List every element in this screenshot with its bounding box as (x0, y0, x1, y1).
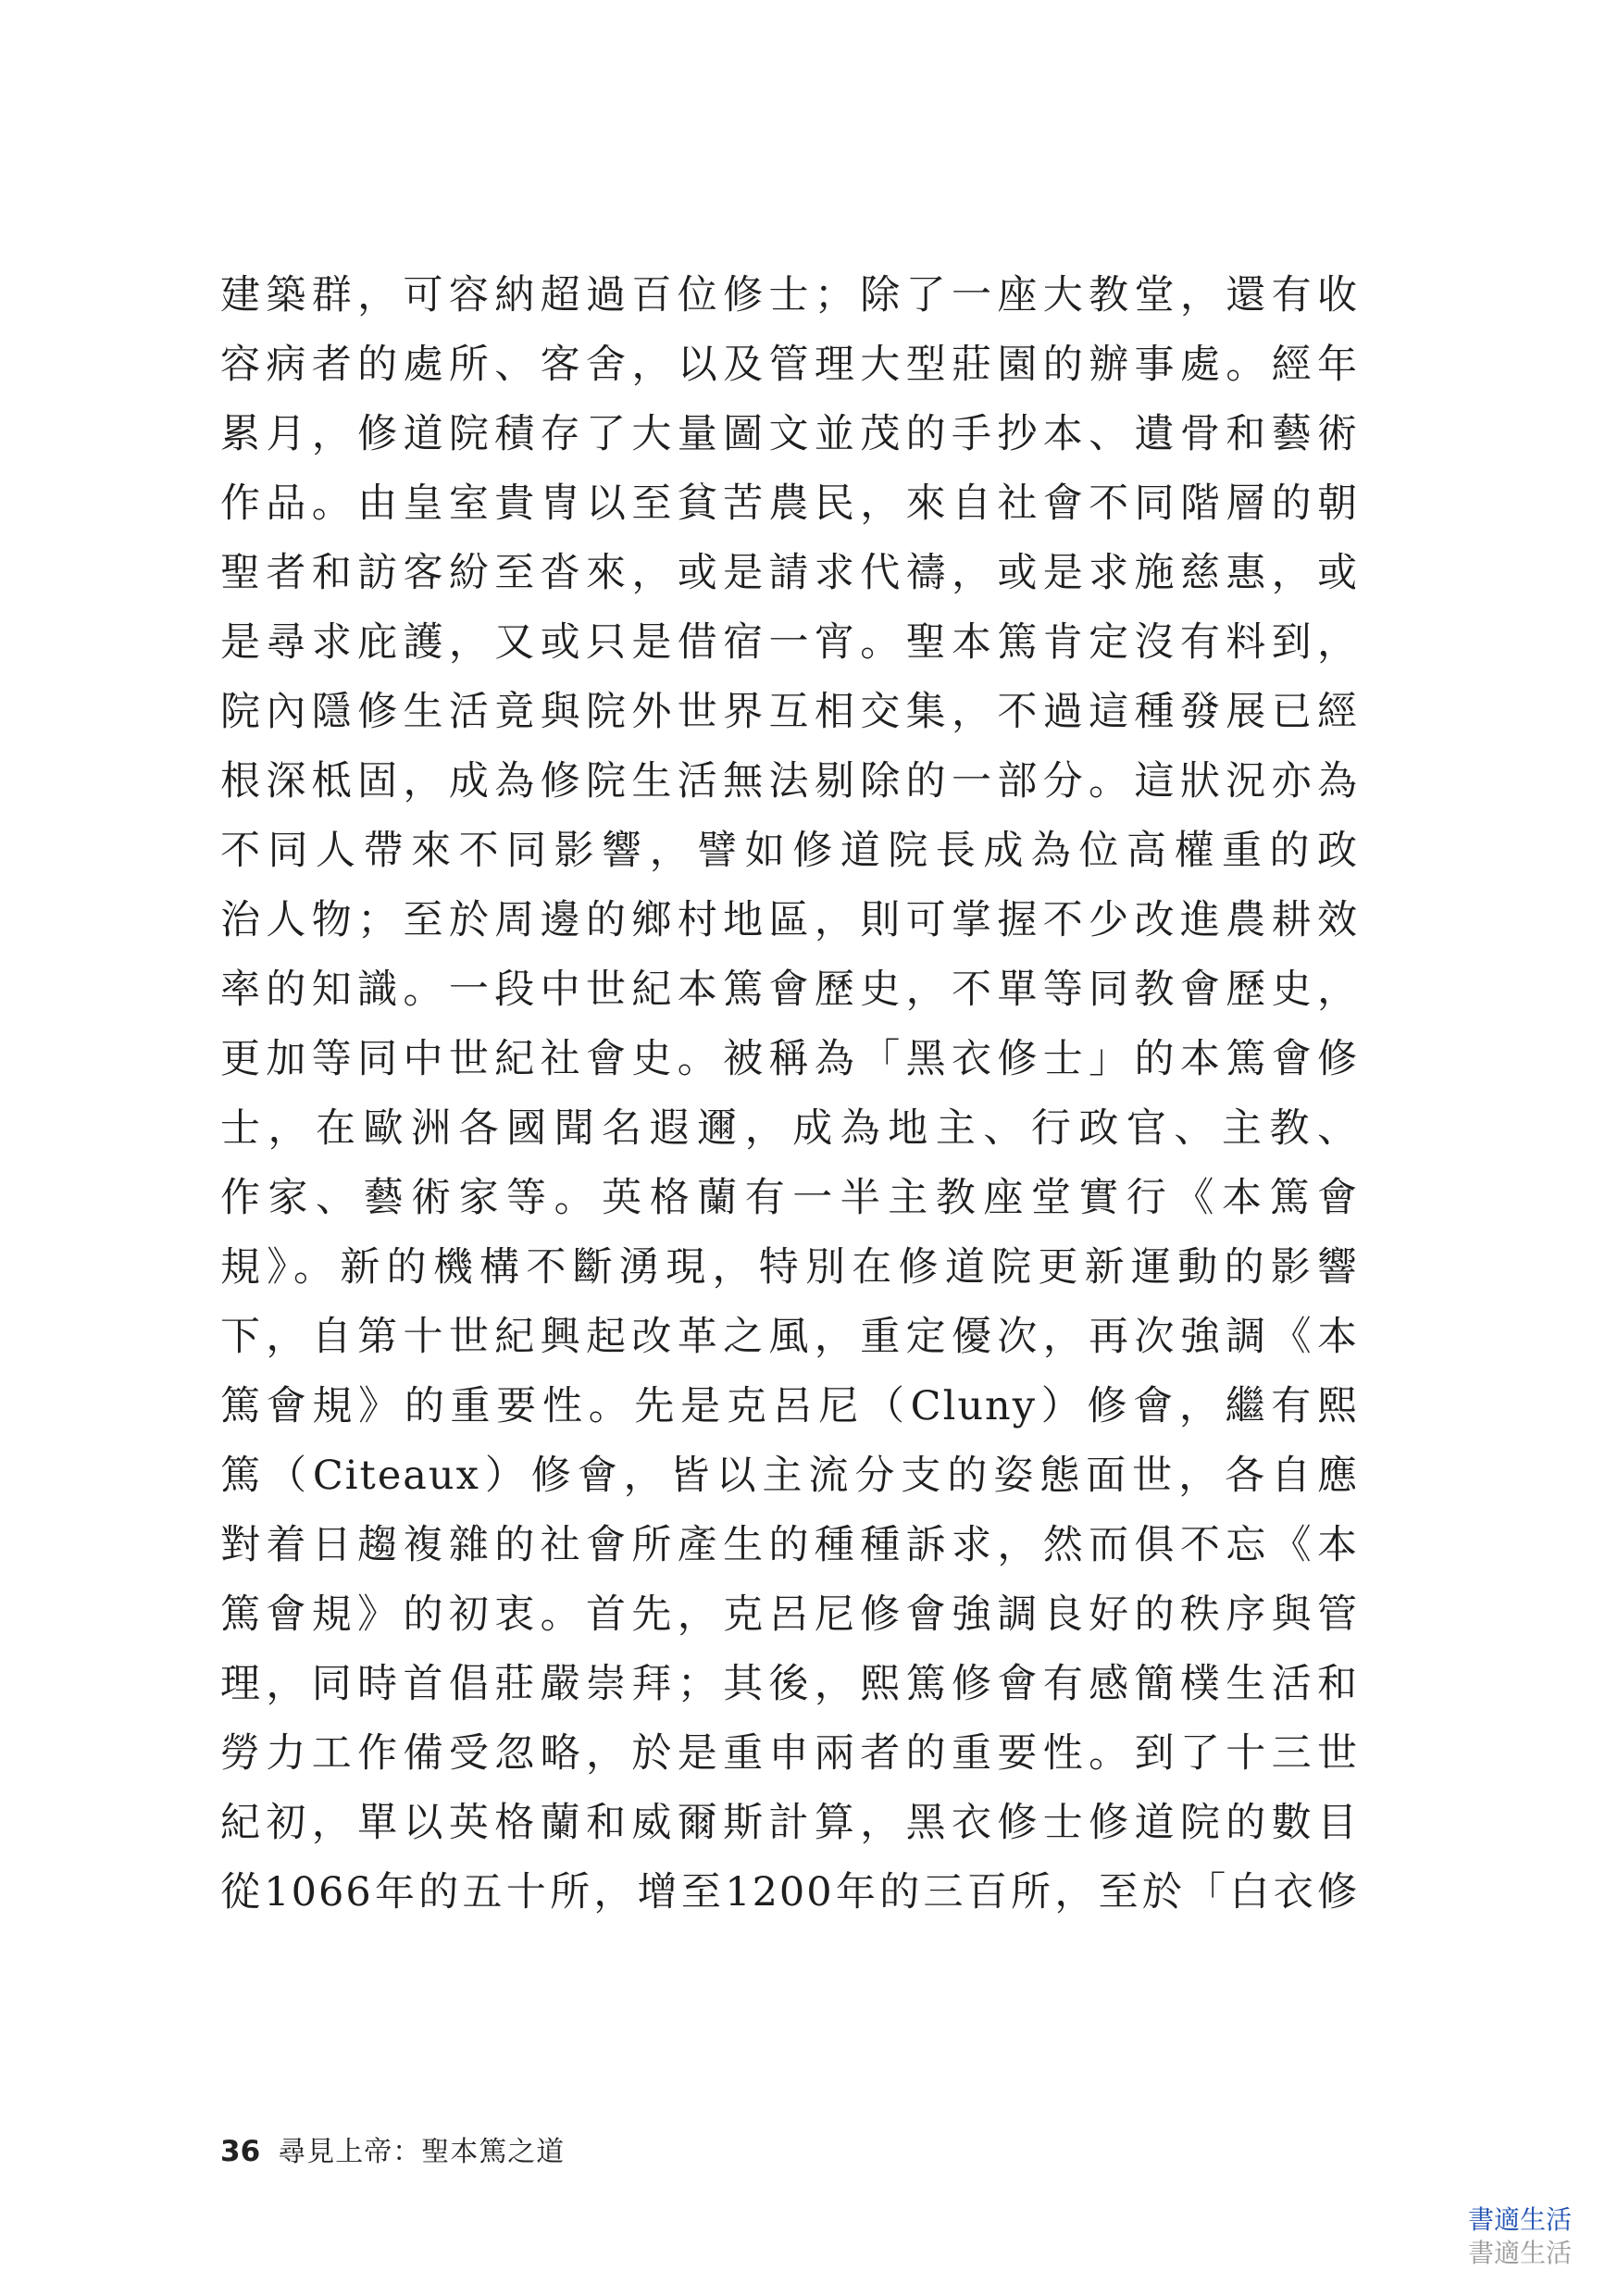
text-line: 規》。新的機構不斷湧現，特別在修道院更新運動的影響 (220, 1244, 1359, 1291)
text-line: 是尋求庇護，又或只是借宿一宵。聖本篤肯定沒有料到， (220, 619, 1359, 666)
text-line: 累月，修道院積存了大量圖文並茂的手抄本、遺骨和藝術 (220, 411, 1359, 457)
watermark-text-top: 書適生活 (1467, 2204, 1572, 2235)
text-line: 容病者的處所、客舍，以及管理大型莊園的辦事處。經年 (220, 342, 1359, 388)
text-line: 更加等同中世紀社會史。被稱為「黑衣修士」的本篤會修 (220, 1036, 1359, 1082)
text-line: 作品。由皇室貴冑以至貧苦農民，來自社會不同階層的朝 (220, 480, 1359, 527)
text-line: 篤會規》的重要性。先是克呂尼（Cluny）修會，繼有熙 (220, 1383, 1359, 1429)
text-line: 士，在歐洲各國聞名遐邇，成為地主、行政官、主教、 (220, 1105, 1359, 1152)
text-line: 篤（Citeaux）修會，皆以主流分支的姿態面世，各自應 (220, 1453, 1359, 1499)
text-line: 從1066年的五十所，增至1200年的三百所，至於「白衣修 (220, 1869, 1359, 1915)
text-line: 對着日趨複雜的社會所產生的種種訴求，然而俱不忘《本 (220, 1522, 1359, 1568)
body-text (220, 261, 1359, 1928)
text-line: 下，自第十世紀興起改革之風，重定優次，再次強調《本 (220, 1314, 1359, 1360)
text-line: 勞力工作備受忽略，於是重申兩者的重要性。到了十三世 (220, 1730, 1359, 1777)
text-line: 聖者和訪客紛至沓來，或是請求代禱，或是求施慈惠，或 (220, 550, 1359, 596)
publisher-watermark (1451, 2203, 1572, 2270)
text-line: 理，同時首倡莊嚴崇拜；其後，熙篤修會有感簡樸生活和 (220, 1661, 1359, 1707)
watermark-text-bottom: 書適生活 (1467, 2238, 1572, 2268)
text-line: 院內隱修生活竟與院外世界互相交集，不過這種發展已經 (220, 689, 1359, 735)
text-line: 不同人帶來不同影響，譬如修道院長成為位高權重的政 (220, 828, 1359, 874)
running-title: 尋見上帝：聖本篤之道 (278, 2136, 566, 2168)
text-line: 作家、藝術家等。英格蘭有一半主教座堂實行《本篤會 (220, 1175, 1359, 1221)
text-line: 篤會規》的初衷。首先，克呂尼修會強調良好的秩序與管 (220, 1591, 1359, 1638)
text-line: 建築群，可容納超過百位修士；除了一座大教堂，還有收 (220, 272, 1359, 318)
text-line: 紀初，單以英格蘭和威爾斯計算，黑衣修士修道院的數目 (220, 1800, 1359, 1846)
text-line: 根深柢固，成為修院生活無法剔除的一部分。這狀況亦為 (220, 758, 1359, 805)
text-line: 治人物；至於周邊的鄉村地區，則可掌握不少改進農耕效 (220, 897, 1359, 943)
page-footer (220, 2131, 565, 2172)
page-number: 36 (220, 2135, 261, 2168)
text-line: 率的知識。一段中世紀本篤會歷史，不單等同教會歷史， (220, 967, 1359, 1013)
